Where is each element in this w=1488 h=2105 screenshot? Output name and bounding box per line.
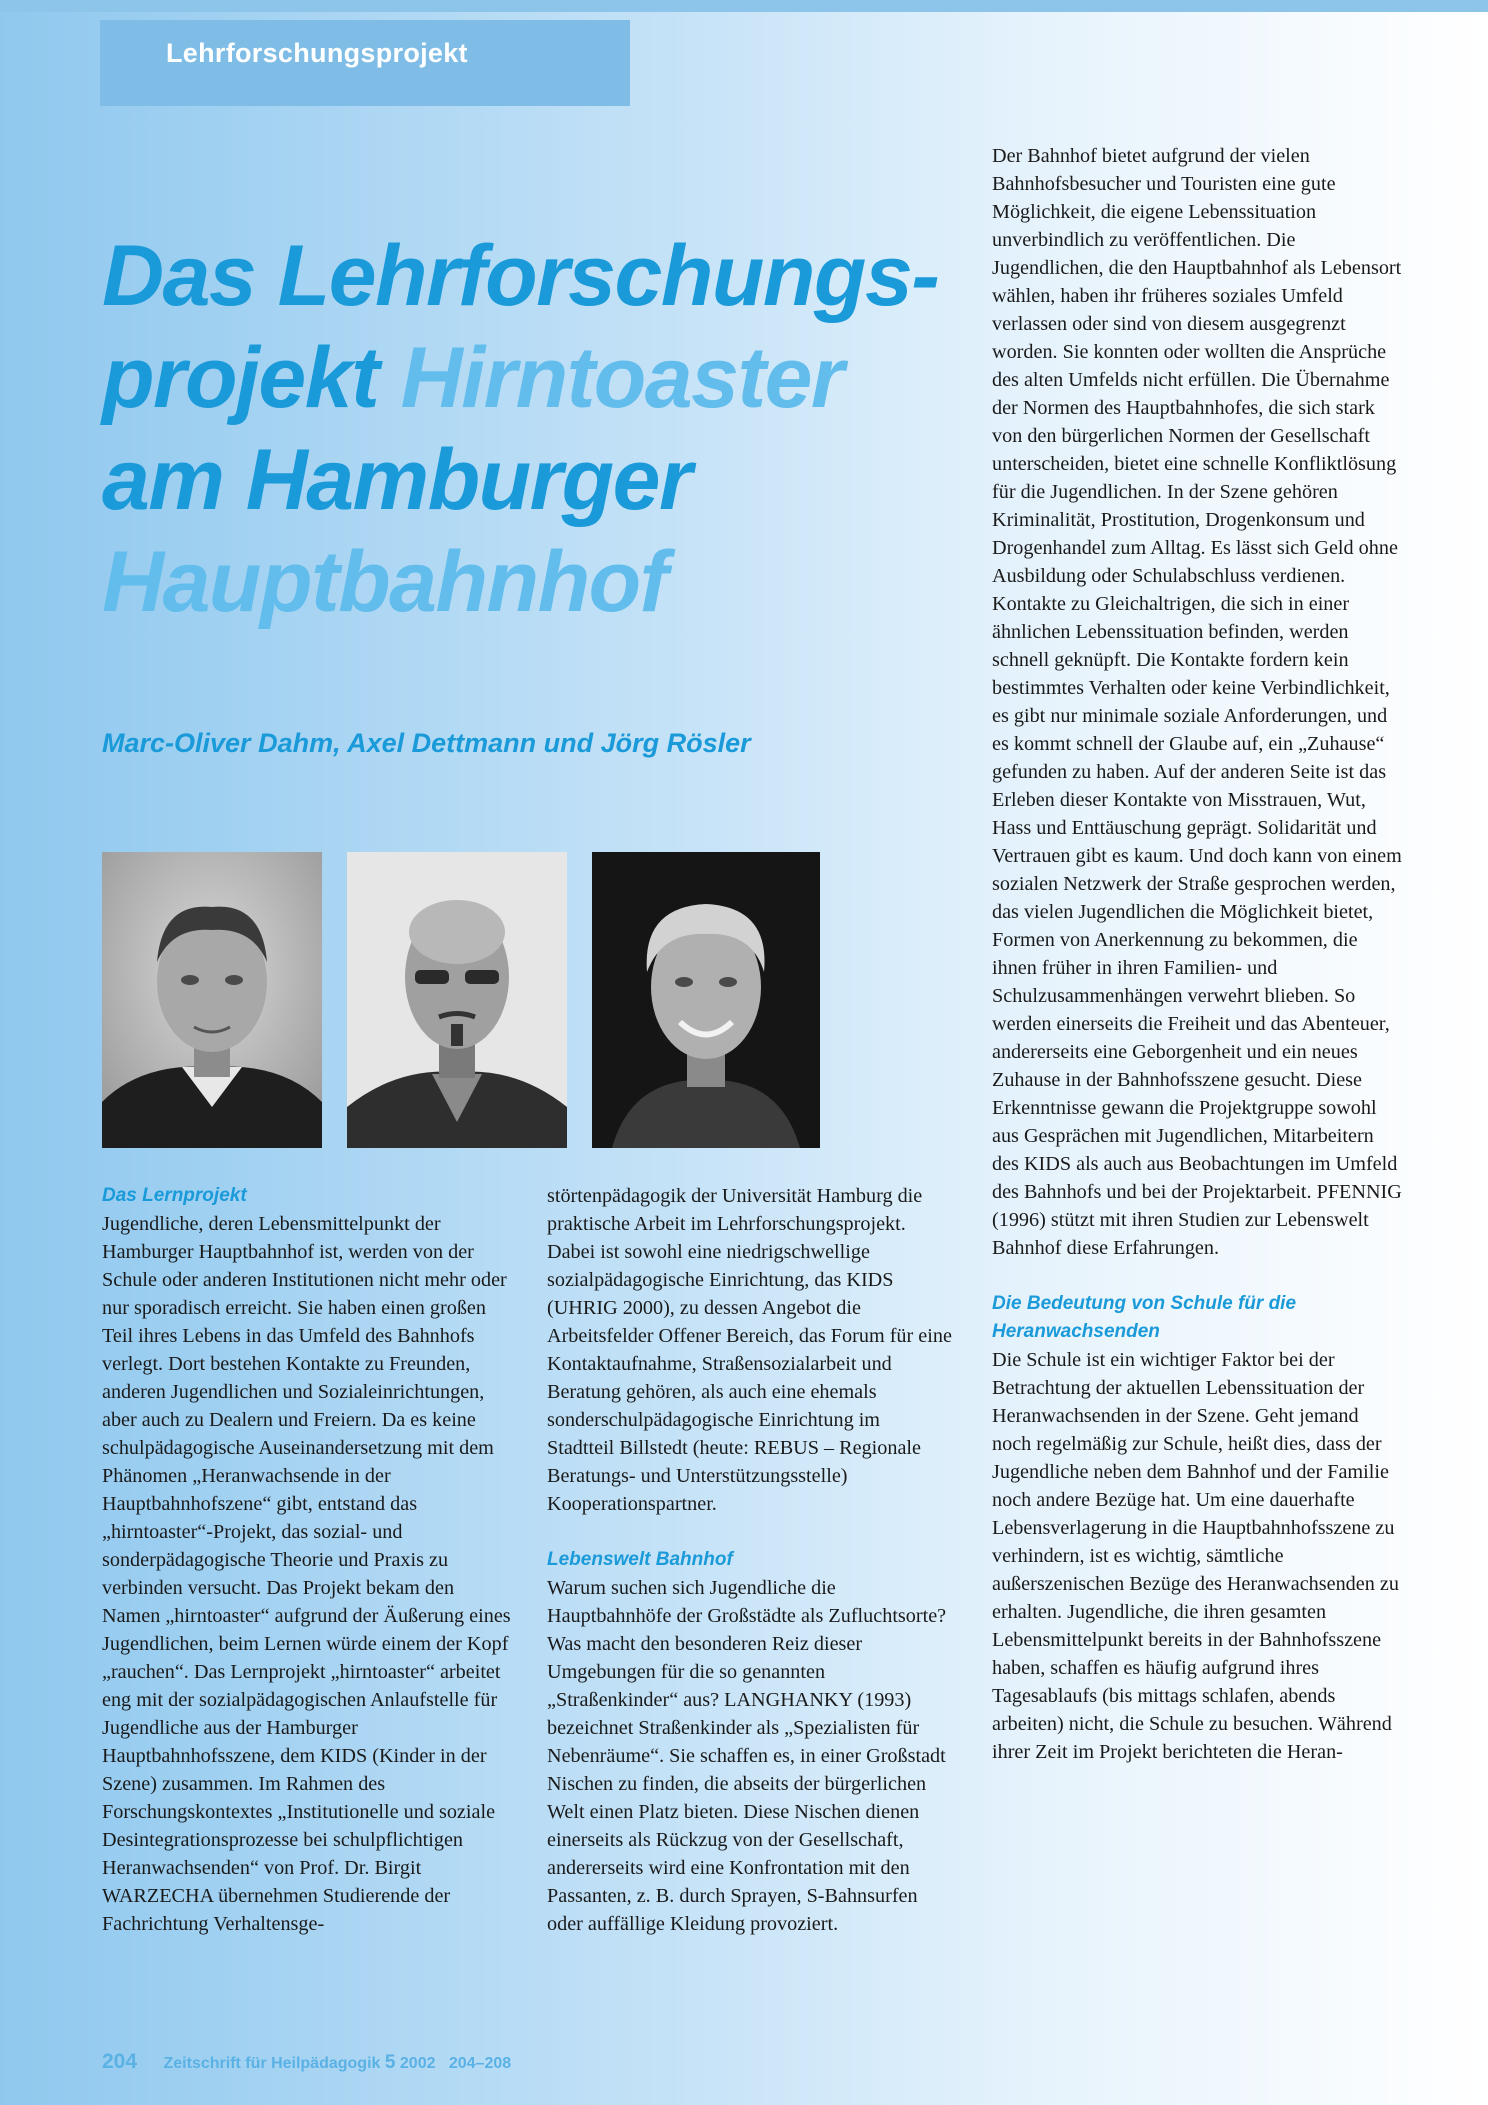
section-label: Lehrforschungsprojekt xyxy=(100,20,630,106)
title-part-3: Hirntoaster xyxy=(400,330,843,426)
paragraph: störtenpädagogik der Universität Hamburg die praktische Arbeit im Lehrforschungsprojekt. Dabei ist sowohl eine niedrigschwellige sozialpädagogische Einrichtung, das KIDS (UHRIG 2000), zu dessen Angebot die Arbeitsfelder Offener Bereich, das Forum für eine Kontaktaufnahme, Straßensozialarbeit und Beratung gehören, als auch eine ehemals sonderschulpädagogische Einrichtung im Stadtteil Billstedt (heute: REBUS – Regionale Beratungs- und Unterstützungsstelle) Kooperationspartner. xyxy=(547,1185,952,1515)
author-photo-3 xyxy=(592,852,820,1148)
page-range: 204–208 xyxy=(448,2055,512,2072)
article-title xyxy=(102,225,982,633)
heading-lebenswelt-bahnhof: Lebenswelt Bahnhof xyxy=(547,1549,733,1570)
paragraph: Der Bahnhof bietet aufgrund der vielen Bahnhofsbesucher und Touristen eine gute Möglichkeit, die eigene Lebenssituation unverbindlich zu veröffentlichen. Die Jugendlichen, die den Hauptbahnhof als Lebensort wählen, haben ihr früheres soziales Umfeld verlassen oder sind von diesem ausgegrenzt worden. Sie konnten oder wollten die Ansprüche des alten Umfelds nicht erfüllen. Die Übernahme der Normen des Hauptbahnhofes, die sich stark von den bürgerlichen Normen der Gesellschaft unterscheiden, bietet eine schnelle Konfliktlösung für die Jugendlichen. In der Szene gehören Kriminalität, Prostitution, Drogenkonsum und Drogenhandel zum Alltag. Es lässt sich Geld ohne Ausbildung oder Schulabschluss verdienen. Kontakte zu Gleichaltrigen, die sich in einer ähnlichen Lebenssituation befinden, werden schnell geknüpft. Die Kontakte fordern kein bestimmtes Verhalten oder keine Verbindlichkeit, es gibt nur minimale soziale Anforderungen, und es kommt schnell der Glaube auf, ein „Zuhause“ gefunden zu haben. Auf der anderen Seite ist das Erleben dieser Kontakte von Misstrauen, Wut, Hass und Enttäuschung geprägt. Solidarität und Vertrauen gibt es kaum. Und doch kann von einem sozialen Netzwerk der Straße gesprochen werden, das vielen Jugendlichen die Möglichkeit bietet, Formen von Anerkennung zu bekommen, die ihnen früher in ihren Familien- und Schulzusammenhängen verwehrt blieben. So werden einerseits die Freiheit und das Abenteuer, andererseits eine Geborgenheit und ein neues Zuhause in der Bahnhofsszene gesucht. Diese Erkenntnisse gewann die Projektgruppe sowohl aus Gesprächen mit Jugendlichen, Mitarbeitern des KIDS als auch aus Beobachtungen im Umfeld des Bahnhofs und bei der Projektarbeit. PFENNIG (1996) stützt mit ihren Studien zur Lebenswelt Bahnhof diese Erfahrungen. xyxy=(992,145,1402,1259)
issue-year: 2002 xyxy=(399,2055,436,2072)
title-part-4: am Hamburger xyxy=(102,432,691,528)
text-column-2 xyxy=(547,1182,952,1938)
issue-number: 5 xyxy=(384,2052,396,2073)
top-band xyxy=(0,0,1488,12)
text-column-3 xyxy=(992,142,1402,1766)
page-footer xyxy=(102,2050,511,2074)
title-part-1: Das Lehrforschungs- xyxy=(102,228,939,324)
paragraph: Jugendliche, deren Lebensmittelpunkt der Hamburger Hauptbahnhof ist, werden von der Schule oder anderen Institutionen nicht mehr oder nur sporadisch erreicht. Sie haben einen großen Teil ihres Lebens in das Umfeld des Bahnhofs verlegt. Dort bestehen Kontakte zu Freunden, anderen Jugendlichen und Sozialeinrichtungen, aber auch zu Dealern und Freiern. Da es keine schulpädagogische Auseinandersetzung mit dem Phänomen „Heranwachsende in der Hauptbahnhofszene“ gibt, entstand das „hirntoaster“-Projekt, das sozial- und sonderpädagogische Theorie und Praxis zu verbinden versucht. Das Projekt bekam den Namen „hirntoaster“ aufgrund der Äußerung eines Jugendlichen, beim Lernen würde einem der Kopf „rauchen“. Das Lernprojekt „hirntoaster“ arbeitet eng mit der sozialpädagogischen Anlaufstelle für Jugendliche aus der Hamburger Hauptbahnhofsszene, dem KIDS (Kinder in der Szene) zusammen. Im Rahmen des Forschungskontextes „Institutionelle und soziale Desintegrationsprozesse bei schulpflichtigen Heranwachsenden“ von Prof. Dr. Birgit WARZECHA übernehmen Studierende der Fachrichtung Verhaltensge- xyxy=(102,1213,511,1935)
title-part-5: Hauptbahnhof xyxy=(102,534,667,630)
text-column-1 xyxy=(102,1182,512,1938)
page-number: 204 xyxy=(102,2050,138,2073)
article-authors: Marc-Oliver Dahm, Axel Dettmann und Jörg Rösler xyxy=(102,728,751,758)
heading-lernprojekt: Das Lernprojekt xyxy=(102,1185,247,1206)
title-part-2: projekt xyxy=(102,330,401,426)
journal-name: Zeitschrift für Heilpädagogik xyxy=(163,2055,381,2072)
paragraph: Warum suchen sich Jugendliche die Hauptbahnhöfe der Großstädte als Zufluchtsorte? Was macht den besonderen Reiz dieser Umgebungen für die so genannten „Straßenkinder“ aus? LANGHANKY (1993) bezeichnet Straßenkinder als „Spezialisten für Nebenräume“. Sie schaffen es, in einer Großstadt Nischen zu finden, die abseits der bürgerlichen Welt einen Platz bieten. Diese Nischen dienen einerseits als Rückzug von der Gesellschaft, andererseits wird eine Konfrontation mit den Passanten, z. B. durch Sprayen, S-Bahnsurfen oder auffällige Kleidung provoziert. xyxy=(547,1577,947,1935)
author-photo-2 xyxy=(347,852,567,1148)
author-photo-1 xyxy=(102,852,322,1148)
paragraph: Die Schule ist ein wichtiger Faktor bei der Betrachtung der aktuellen Lebenssituation der Heranwachsenden in der Szene. Geht jemand noch regelmäßig zur Schule, heißt dies, dass der Jugendliche neben dem Bahnhof und der Familie noch andere Bezüge hat. Um eine dauerhafte Lebensverlagerung in die Hauptbahnhofsszene zu verhindern, ist es wichtig, sämtliche außerszenischen Bezüge des Heranwachsenden zu erhalten. Jugendliche, die ihren gesamten Lebensmittelpunkt bereits in der Bahnhofsszene haben, schaffen es häufig aufgrund ihres Tagesablaufs (bis mittags schlafen, abends arbeiten) nicht, die Schule zu besuchen. Während ihrer Zeit im Projekt berichteten die Heran- xyxy=(992,1349,1399,1763)
heading-schule: Die Bedeutung von Schule für die Heranwachsenden xyxy=(992,1293,1297,1342)
